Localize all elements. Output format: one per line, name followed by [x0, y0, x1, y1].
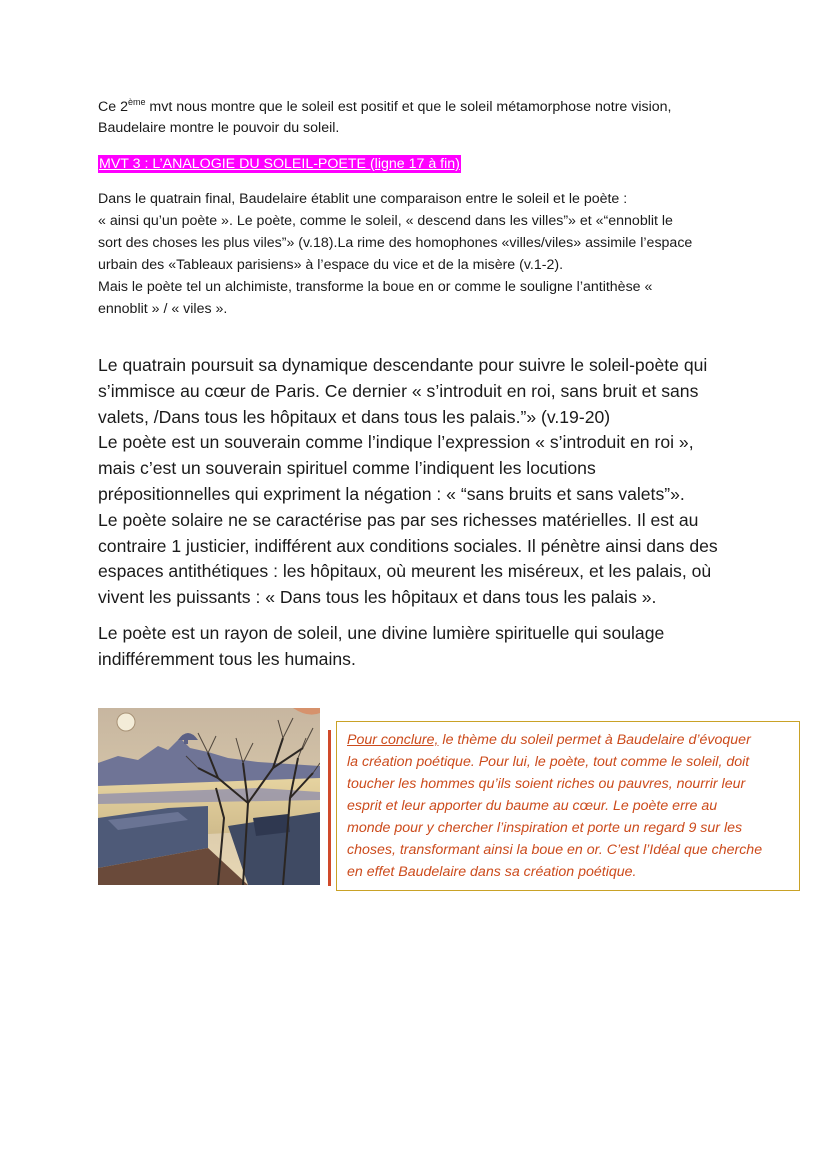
accent-divider — [328, 730, 331, 886]
section-heading: MVT 3 : L’ANALOGIE DU SOLEIL-POETE (ligne 17 à fin) — [99, 156, 460, 172]
text-line: « ainsi qu’un poète ». Le poète, comme le soleil, « descend dans les villes”» et «“ennoblit le — [98, 213, 673, 229]
text-line: sort des choses les plus viles”» (v.18).La rime des homophones «villes/viles» assimile l’espace — [98, 235, 693, 251]
conclusion-lead: Pour conclure, — [347, 732, 439, 748]
text-line: urbain des «Tableaux parisiens» à l’espace du vice et de la misère (v.1-2). — [98, 257, 564, 273]
text-line: contraire 1 justicier, indifférent aux conditions sociales. Il pénètre ainsi dans des — [98, 535, 718, 556]
text-line: mais c’est un souverain spirituel comme l’indiquent les locutions — [98, 458, 596, 479]
text-line: prépositionnelles qui expriment la négation : « “sans bruits et sans valets”». — [98, 483, 685, 504]
conclusion-box — [336, 721, 800, 891]
conclusion-line: la création poétique. Pour lui, le poète, tout comme le soleil, doit — [347, 754, 750, 770]
text-line: Dans le quatrain final, Baudelaire établit une comparaison entre le soleil et le poète : — [98, 191, 628, 207]
conclusion-line: esprit et leur apporter du baume au cœur. Le poète erre au — [347, 798, 718, 814]
intro-line-2: Baudelaire montre le pouvoir du soleil. — [98, 120, 340, 136]
intro-line-1: Ce 2ème mvt nous montre que le soleil est positif et que le soleil métamorphose notre vision, — [98, 97, 672, 115]
text-line: s’immisce au cœur de Paris. Ce dernier « s’introduit en roi, sans bruit et sans — [98, 380, 699, 401]
text-line: indifféremment tous les humains. — [98, 648, 356, 669]
text-line: Le quatrain poursuit sa dynamique descendante pour suivre le soleil-poète qui — [98, 355, 708, 375]
text-line: Mais le poète tel un alchimiste, transforme la boue en or comme le souligne l’antithèse « — [98, 279, 653, 295]
intro-paragraph — [98, 97, 758, 139]
analysis-paragraph-small — [98, 188, 758, 320]
conclusion-line: toucher les hommes qu’ils soient riches ou pauvres, nourrir leur — [347, 776, 746, 792]
text-line: Le poète solaire ne se caractérise pas par ses richesses matérielles. Il est au — [98, 509, 699, 530]
conclusion-line: en effet Baudelaire dans sa création poétique. — [347, 864, 637, 880]
text-line: Le poète est un rayon de soleil, une divine lumière spirituelle qui soulage — [98, 623, 665, 643]
text-line: valets, /Dans tous les hôpitaux et dans tous les palais.”» (v.19-20) — [98, 406, 611, 427]
ordinal-superscript: ème — [127, 97, 146, 107]
text-line: espaces antithétiques : les hôpitaux, où meurent les miséreux, et les palais, où — [98, 561, 712, 582]
conclusion-line: choses, transformant ainsi la boue en or. C’est l’Idéal que cherche — [347, 842, 763, 858]
conclusion-line: Pour conclure, le thème du soleil permet à Baudelaire d’évoquer — [347, 732, 751, 748]
text-line: ennoblit » / « viles ». — [98, 301, 228, 317]
text-line: Le poète est un souverain comme l’indique l’expression « s’introduit en roi », — [98, 432, 694, 453]
closing-paragraph — [98, 621, 778, 673]
paris-painting-image — [98, 708, 320, 885]
text-line: vivent les puissants : « Dans tous les hôpitaux et dans tous les palais ». — [98, 587, 657, 608]
conclusion-line: monde pour y chercher l’inspiration et porte un regard 9 sur les — [347, 820, 743, 836]
analysis-paragraph-large — [98, 353, 778, 611]
